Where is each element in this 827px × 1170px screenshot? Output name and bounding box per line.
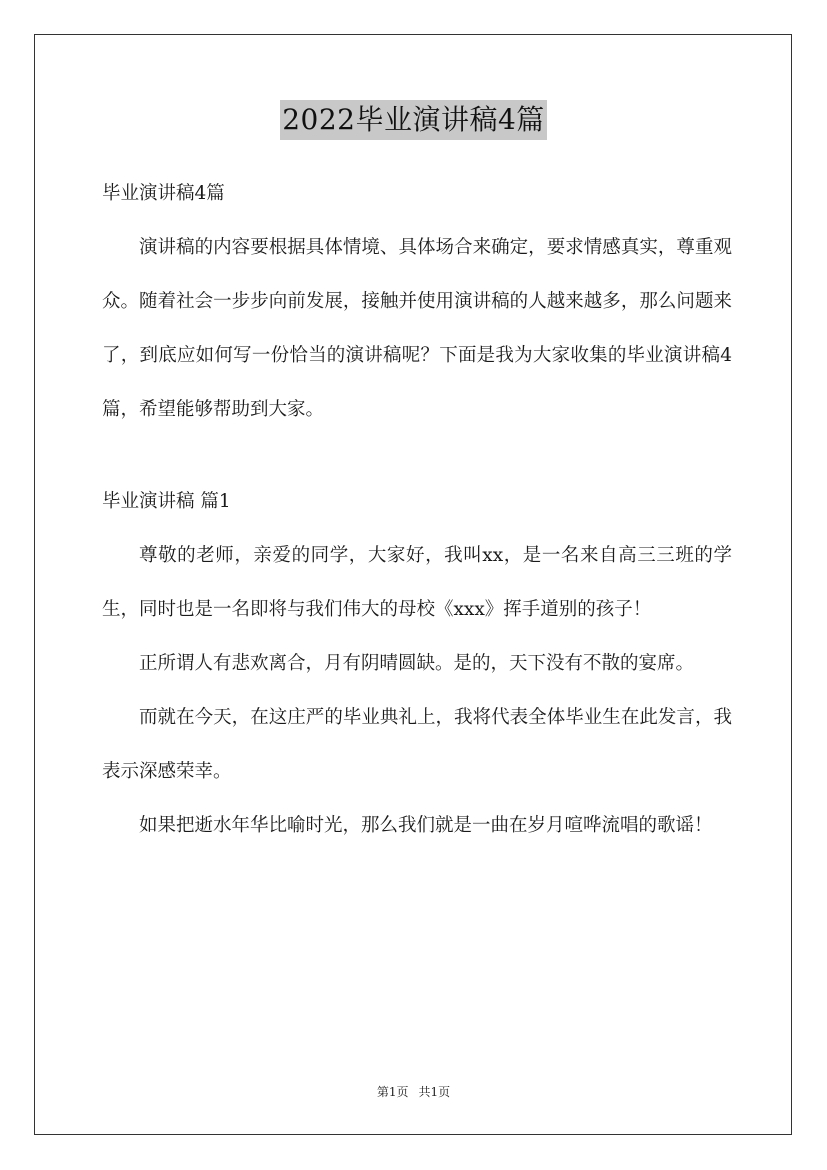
- document-body: [102, 175, 732, 853]
- body-paragraph-3: 而就在今天，在这庄严的毕业典礼上，我将代表全体毕业生在此发言，我表示深感荣幸。: [102, 707, 732, 782]
- section-heading: 毕业演讲稿 篇1: [102, 491, 231, 512]
- body-paragraph-1: 尊敬的老师，亲爱的同学，大家好，我叫xx，是一名来自高三三班的学生，同时也是一名即将与我们伟大的母校《xxx》挥手道别的孩子！: [102, 545, 732, 620]
- body-paragraph-4: 如果把逝水年华比喻时光，那么我们就是一曲在岁月喧哗流唱的歌谣！: [139, 815, 713, 836]
- page-total: 共1页: [418, 1085, 451, 1099]
- body-paragraph-2: 正所谓人有悲欢离合，月有阴晴圆缺。是的，天下没有不散的宴席。: [139, 653, 695, 674]
- document-subtitle: 毕业演讲稿4篇: [102, 183, 225, 204]
- intro-paragraph: 演讲稿的内容要根据具体情境、具体场合来确定，要求情感真实，尊重观众。随着社会一步步向前发展，接触并使用演讲稿的人越来越多，那么问题来了，到底应如何写一份恰当的演讲稿呢？下面是我为大家收集的毕业演讲稿4篇，希望能够帮助到大家。: [102, 237, 732, 420]
- page-number: 第1页: [376, 1085, 409, 1099]
- page-footer: [0, 1083, 827, 1101]
- section-gap: [102, 437, 732, 483]
- document-title: 2022毕业演讲稿4篇: [280, 100, 547, 140]
- title-area: [0, 100, 827, 140]
